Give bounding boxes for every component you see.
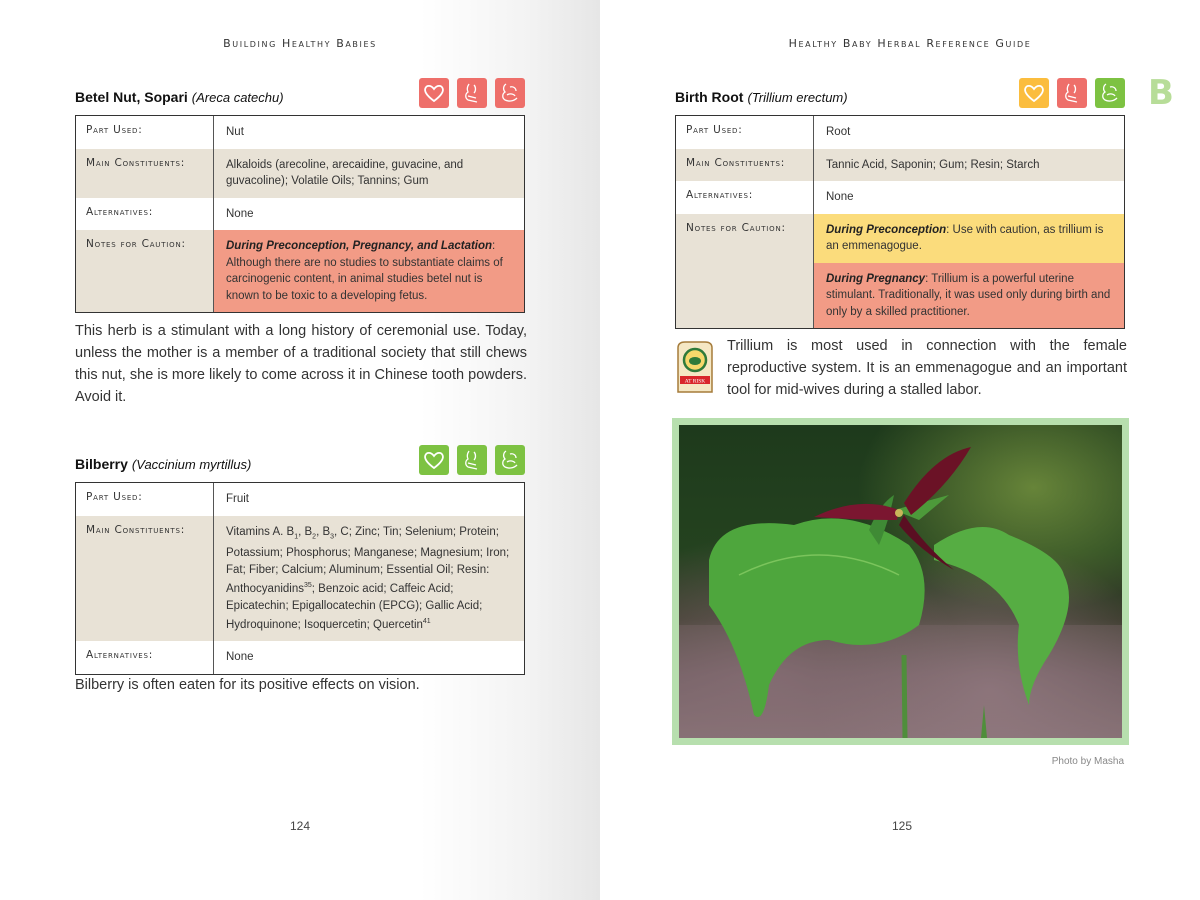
herb-name: Birth Root: [675, 89, 744, 105]
trillium-photo: [679, 425, 1122, 738]
caution-heading: During Preconception: [826, 223, 947, 236]
text-run: , B: [298, 525, 313, 538]
row-main-constituents: [76, 149, 524, 198]
section-tab-letter: B: [1148, 73, 1174, 113]
caution-notes: [814, 214, 1124, 329]
herb-latin-name: (Areca catechu): [191, 90, 284, 105]
row-label: Main Constituents:: [76, 516, 214, 642]
caution-text: : Trillium is a powerful uterine stimulant. Traditionally, it was used only during birth and only by a skilled practitioner.: [826, 272, 1111, 318]
subscript: 1: [294, 532, 299, 540]
row-label: Alternatives:: [76, 198, 214, 231]
subscript: 2: [312, 532, 317, 540]
trillium-illustration-icon: [679, 425, 1122, 738]
herb-entry-birth-root: [675, 78, 1125, 328]
row-label: Notes for Caution:: [676, 214, 814, 329]
footnote-ref: 35: [304, 582, 312, 590]
caution-text: : Although there are no studies to substantiate claims of carcinogenic content, in animal studies betel nut is known to be toxic to a developing fetus.: [226, 240, 503, 302]
running-head-text: Building Healthy Babies: [223, 37, 377, 50]
row-label: Alternatives:: [676, 181, 814, 214]
row-part-used: [76, 483, 524, 516]
row-value: Tannic Acid, Saponin; Gum; Resin; Starch: [814, 149, 1124, 182]
heart-icon: [419, 78, 449, 108]
herb-entry-bilberry: [75, 445, 525, 665]
row-value: Nut: [214, 116, 524, 149]
text-run: , B: [316, 525, 331, 538]
pregnancy-icon: [457, 445, 487, 475]
running-head-text: Healthy Baby Herbal Reference Guide: [788, 37, 1032, 50]
row-main-constituents: [676, 149, 1124, 182]
row-value: Root: [814, 116, 1124, 149]
caution-note-yellow: [814, 214, 1124, 263]
row-value: None: [214, 198, 524, 231]
safety-icons: [419, 78, 525, 108]
row-label: Main Constituents:: [676, 149, 814, 182]
footnote-ref: 41: [422, 618, 431, 626]
row-value: Alkaloids (arecoline, arecaidine, guvacine, and guvacoline); Volatile Oils; Tannins; Gum: [214, 149, 524, 198]
row-notes-for-caution: [676, 214, 1124, 329]
herb-description: Bilberry is often eaten for its positive effects on vision.: [75, 677, 420, 693]
page-number: 124: [290, 819, 311, 833]
text-run: , C; Zinc; Tin; Selenium; Protein; Potassium; Phosphorus; Manganese; Magnesium; Iron; Fat; Fiber; Calcium; Aluminum; Essential Oil; Resin: Anthocyanidins: [226, 525, 510, 596]
entry-title: [75, 89, 284, 105]
safety-icons: [419, 445, 525, 475]
heart-icon: [419, 445, 449, 475]
running-head-right: [600, 37, 1200, 50]
row-alternatives: [76, 641, 524, 674]
herb-name: Bilberry: [75, 456, 128, 472]
herb-info-table: [75, 115, 525, 313]
row-value: Fruit: [214, 483, 524, 516]
nursing-icon: [495, 445, 525, 475]
herb-info-table: [675, 115, 1125, 329]
heart-icon: [1019, 78, 1049, 108]
safety-icons: [1019, 78, 1125, 108]
pregnancy-icon: [1057, 78, 1087, 108]
row-alternatives: [76, 198, 524, 231]
herb-info-table: [75, 482, 525, 675]
caution-text: : Use with caution, as trillium is an emmenagogue.: [826, 223, 1104, 252]
running-head-left: [0, 37, 600, 50]
row-value: None: [814, 181, 1124, 214]
right-page: [600, 0, 1200, 900]
herb-name: Betel Nut, Sopari: [75, 89, 188, 105]
nursing-icon: [1095, 78, 1125, 108]
herb-description: Trillium is most used in connection with the female reproductive system. It is an emmenagogue and an important tool for mid-wives during a stalled labor.: [727, 338, 1127, 398]
row-label: Part Used:: [76, 483, 214, 516]
row-label: Part Used:: [676, 116, 814, 149]
photo-caption: Photo by Masha: [1051, 756, 1124, 767]
photo-frame: [672, 418, 1129, 745]
entry-title: [675, 89, 848, 105]
row-notes-for-caution: [76, 230, 524, 312]
entry-title: [75, 456, 251, 472]
caution-note-red: [814, 263, 1124, 329]
subscript: 3: [330, 532, 335, 540]
caution-heading: During Pregnancy: [826, 272, 926, 285]
badge-text: AT RISK: [684, 378, 706, 385]
row-value: [214, 516, 524, 642]
row-label: Notes for Caution:: [76, 230, 214, 312]
row-main-constituents: [76, 516, 524, 642]
row-label: Main Constituents:: [76, 149, 214, 198]
at-risk-badge-icon: [675, 340, 715, 394]
row-value: None: [214, 641, 524, 674]
row-alternatives: [676, 181, 1124, 214]
caution-note-red: [214, 230, 524, 312]
row-part-used: [676, 116, 1124, 149]
text-run: Vitamins A. B: [226, 525, 295, 538]
herb-latin-name: (Trillium erectum): [747, 90, 848, 105]
herb-latin-name: (Vaccinium myrtillus): [131, 457, 252, 472]
pregnancy-icon: [457, 78, 487, 108]
page-number: 125: [892, 819, 913, 833]
row-label: Part Used:: [76, 116, 214, 149]
caution-heading: During Preconception, Pregnancy, and Lactation: [226, 240, 493, 252]
herb-description: This herb is a stimulant with a long history of ceremonial use. Today, unless the mother is a member of a traditional society that still chews this nut, she is more likely to come across it in Chinese tooth powders. Avoid it.: [75, 323, 527, 405]
text-run: ; Benzoic acid; Caffeic Acid; Epicatechin; Epigallocatechin (EPCG); Gallic Acid; Hydroquinone; Isoquercetin; Quercetin: [226, 583, 483, 631]
row-part-used: [76, 116, 524, 149]
nursing-icon: [495, 78, 525, 108]
row-label: Alternatives:: [76, 641, 214, 674]
